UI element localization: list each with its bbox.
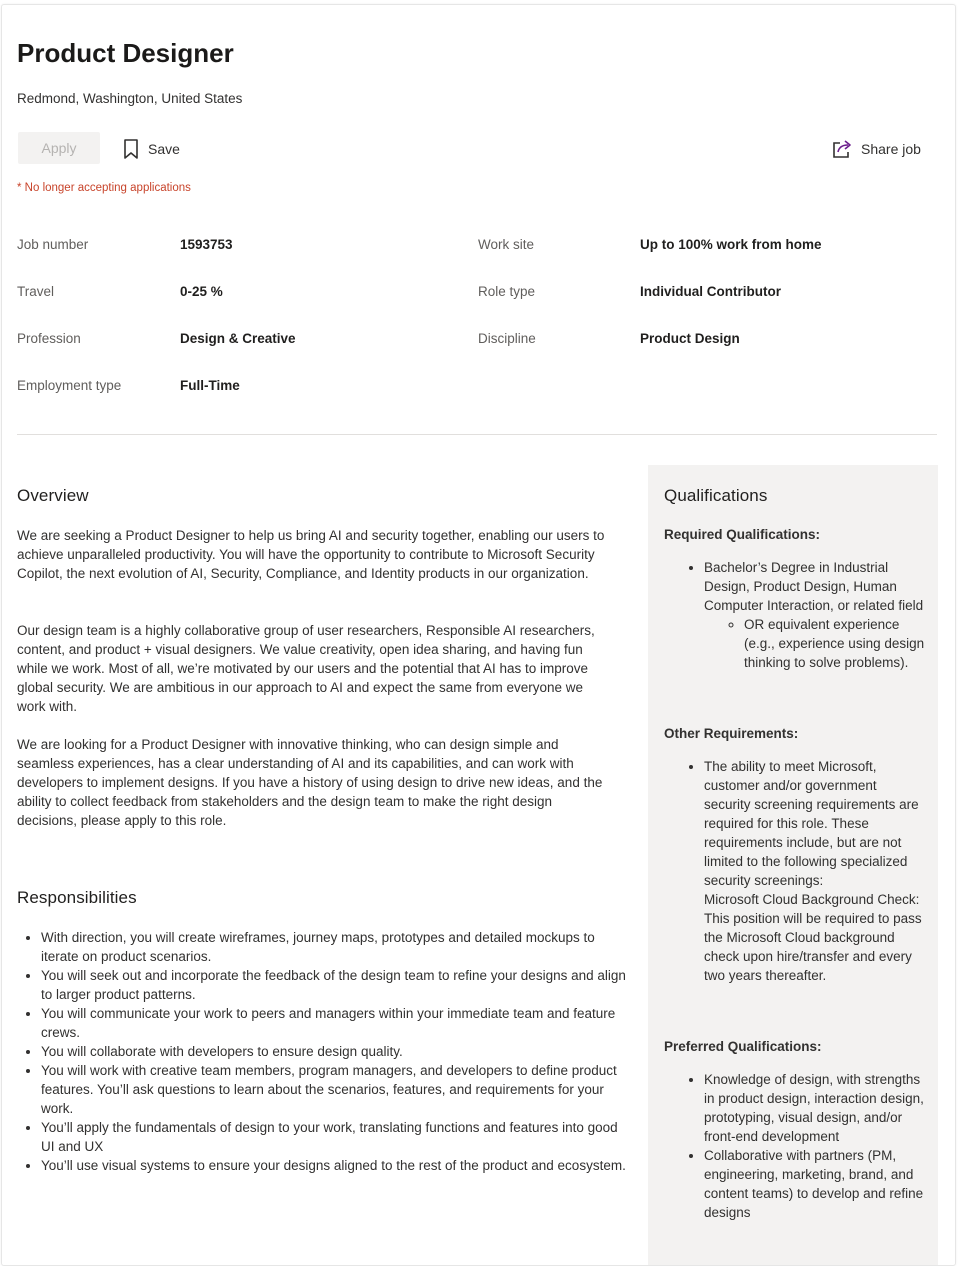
list-item: • You will collaborate with developers to ensure design quality. xyxy=(41,1042,633,1061)
other-item-text: Microsoft Cloud Background Check: This position will be required to pass the Microsoft Cloud background check upon hire/transfer and every two years thereafter. xyxy=(704,892,922,983)
other-requirements-heading: Other Requirements: xyxy=(664,726,799,741)
work-site-value: Up to 100% work from home xyxy=(640,237,822,252)
list-item: ◦ OR equivalent experience (e.g., experience using design thinking to solve problems). xyxy=(744,615,926,672)
profession-label: Profession xyxy=(17,331,81,346)
preferred-qualifications-heading: Preferred Qualifications: xyxy=(664,1039,822,1054)
save-button[interactable] xyxy=(122,136,180,162)
employment-type-label: Employment type xyxy=(17,378,122,393)
job-number-value: 1593753 xyxy=(180,237,233,252)
role-type-label: Role type xyxy=(478,284,536,299)
responsibilities-heading: Responsibilities xyxy=(17,888,137,907)
required-qualifications-heading: Required Qualifications: xyxy=(664,527,821,542)
travel-value: 0-25 % xyxy=(180,284,223,299)
job-number-label: Job number xyxy=(17,237,89,252)
required-item-text: Bachelor’s Degree in Industrial Design, Product Design, Human Computer Interaction, or related field xyxy=(704,560,924,613)
job-title: Product Designer xyxy=(17,38,234,68)
responsibilities-list xyxy=(17,928,633,1175)
list-item xyxy=(704,558,926,672)
apply-button[interactable]: Apply xyxy=(18,132,100,164)
work-site-label: Work site xyxy=(478,237,535,252)
section-divider xyxy=(17,434,937,435)
employment-type-value: Full-Time xyxy=(180,378,240,393)
profession-value: Design & Creative xyxy=(180,331,296,346)
list-item: • Collaborative with partners (PM, engineering, marketing, brand, and content teams) to develop and refine designs xyxy=(704,1146,926,1222)
list-item: • You will seek out and incorporate the feedback of the design team to refine your designs and align to larger product patterns. xyxy=(41,966,633,1004)
travel-label: Travel xyxy=(17,284,55,299)
list-item xyxy=(704,757,926,985)
list-item: • With direction, you will create wireframes, journey maps, prototypes and detailed mockups to iterate on product scenarios. xyxy=(41,928,633,966)
closed-notice: * No longer accepting applications xyxy=(17,182,191,194)
discipline-value: Product Design xyxy=(640,331,740,346)
job-location: Redmond, Washington, United States xyxy=(17,91,243,106)
share-job-button[interactable] xyxy=(831,136,921,162)
list-item: • You will communicate your work to peers and managers within your immediate team and feature crews. xyxy=(41,1004,633,1042)
other-item-text: The ability to meet Microsoft, customer and/or government security screening requirements are required for this role. These requirements include, but are not limited to the following specialized security screenings: xyxy=(704,759,919,888)
list-item: • You will work with creative team members, program managers, and developers to define product features. You’ll ask questions to learn about the scenarios, features, and requirements for your work. xyxy=(41,1061,633,1118)
list-item: • Knowledge of design, with strengths in product design, interaction design, prototyping, visual design, and/or front-end development xyxy=(704,1070,926,1146)
overview-paragraph: We are seeking a Product Designer to help us bring AI and security together, enabling our users to achieve unparalleled productivity. You will have the opportunity to contribute to Microsoft Security Copilot, the next evolution of AI, Security, Compliance, and Identity products in our organization. xyxy=(17,528,605,581)
qualifications-heading: Qualifications xyxy=(664,486,768,505)
overview-paragraph: We are looking for a Product Designer with innovative thinking, who can design simple and seamless experiences, has a clear understanding of AI and its capabilities, and can work with developers to implement designs. If you have a history of using design to drive new ideas, and the ability to collect feedback from stakeholders and the design team to make the right design decisions, please apply to this role. xyxy=(17,737,603,828)
overview-heading: Overview xyxy=(17,486,89,505)
other-requirements-list xyxy=(664,757,926,985)
list-item: • You’ll use visual systems to ensure your designs aligned to the rest of the product and ecosystem. xyxy=(41,1156,633,1175)
bookmark-icon xyxy=(122,138,140,160)
role-type-value: Individual Contributor xyxy=(640,284,781,299)
required-qualifications-list xyxy=(664,558,926,672)
overview-paragraph: Our design team is a highly collaborative group of user researchers, Responsible AI researchers, content, and product + visual designers. We value creativity, open idea sharing, and having fun while we work. Most of all, we’re motivated by our users and the potential that AI has to improve global security. We are ambitious in our approach to AI and expect the same from everyone we work with. xyxy=(17,623,595,714)
list-item: • You’ll apply the fundamentals of design to your work, translating functions and features into good UI and UX xyxy=(41,1118,633,1156)
discipline-label: Discipline xyxy=(478,331,536,346)
preferred-qualifications-list xyxy=(664,1070,926,1222)
save-label: Save xyxy=(148,141,180,157)
qualifications-panel xyxy=(648,465,938,1265)
required-sublist xyxy=(704,615,926,672)
share-icon xyxy=(831,139,853,159)
share-label: Share job xyxy=(861,141,921,157)
